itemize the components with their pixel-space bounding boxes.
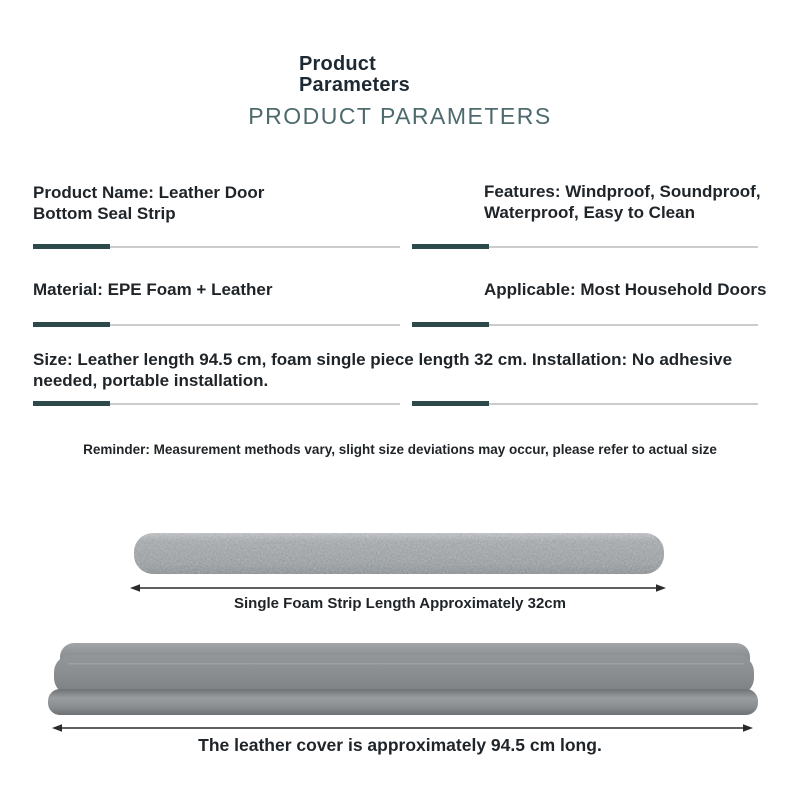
divider	[412, 401, 758, 406]
page-subtitle: PRODUCT PARAMETERS	[248, 103, 552, 129]
spec-reminder: Reminder: Measurement methods vary, slight size deviations may occur, please refer to actual size	[83, 442, 717, 457]
leather-cover-image	[48, 643, 758, 715]
divider	[33, 401, 400, 406]
spec-applicable: Applicable: Most Household Doors	[484, 280, 767, 299]
page-title-line2: Parameters	[299, 74, 410, 96]
spec-features: Features: Windproof, Soundproof, Waterproof, Easy to Clean	[484, 182, 761, 222]
foam-caption: Single Foam Strip Length Approximately 32cm	[233, 595, 566, 612]
divider	[33, 322, 400, 327]
leather-length-arrow	[52, 722, 753, 734]
leather-caption: The leather cover is approximately 94.5 cm long.	[198, 735, 602, 755]
divider	[412, 244, 758, 249]
page-title	[299, 54, 410, 96]
divider	[412, 322, 758, 327]
spec-product-name: Product Name: Leather Door Bottom Seal Strip	[33, 183, 265, 223]
page-title-line1: Product	[299, 53, 376, 75]
divider	[33, 244, 400, 249]
spec-size-installation: Size: Leather length 94.5 cm, foam single piece length 32 cm. Installation: No adhesive needed, portable installation.	[33, 350, 733, 390]
foam-strip-image	[133, 532, 665, 575]
spec-material: Material: EPE Foam + Leather	[33, 280, 273, 299]
foam-length-arrow	[130, 582, 666, 594]
